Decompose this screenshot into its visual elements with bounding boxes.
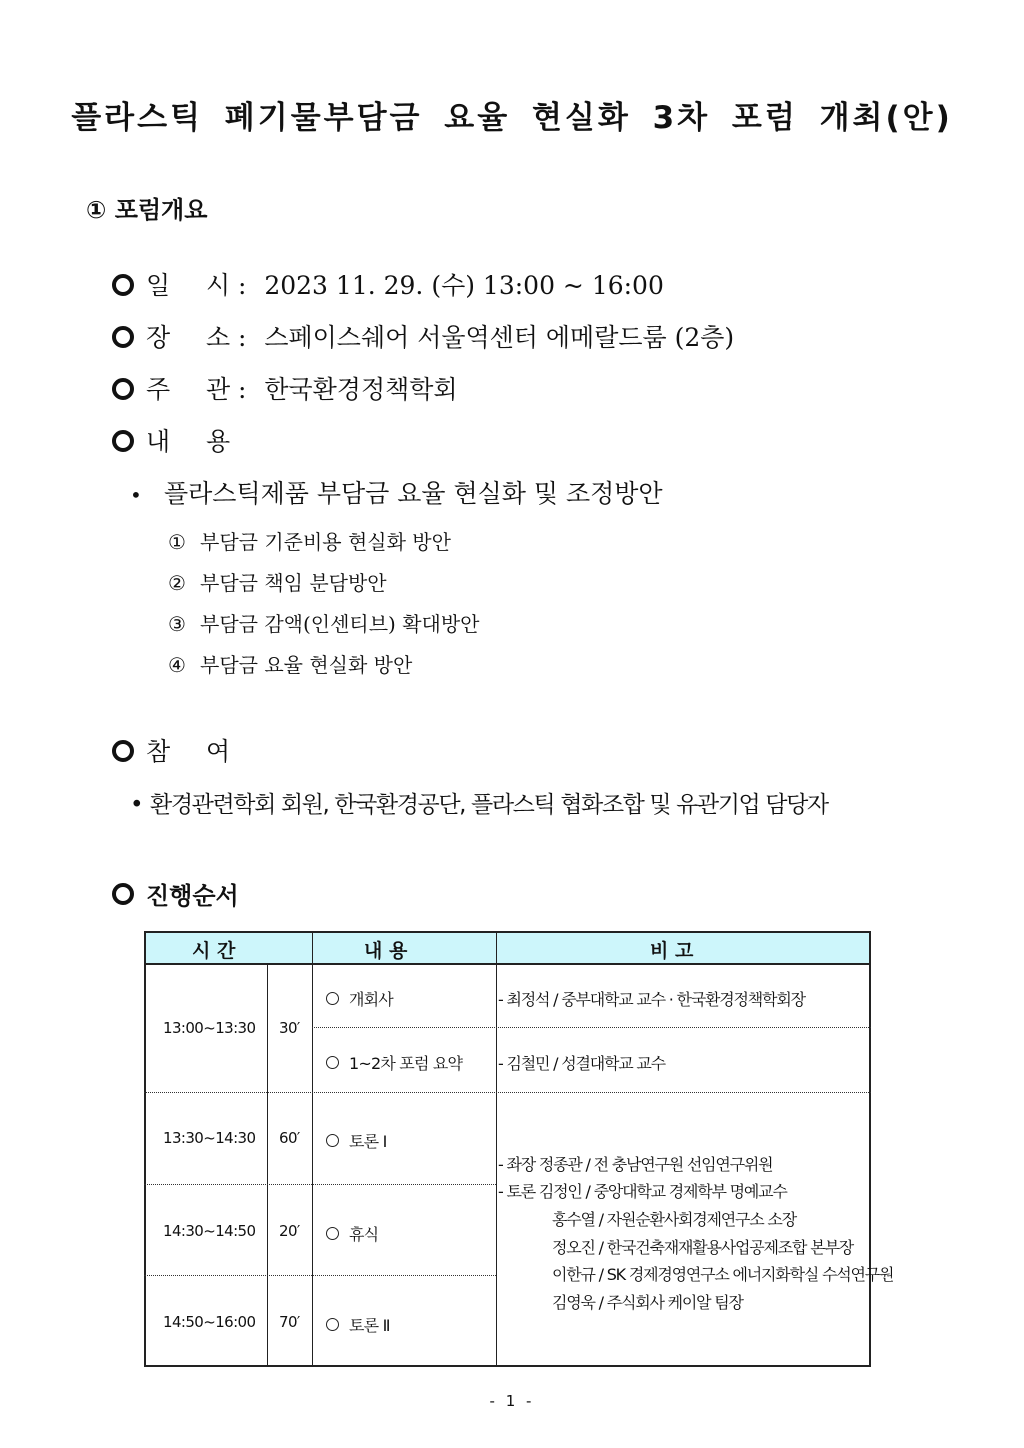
subitem-text: 부담금 책임 분담방안: [200, 571, 387, 595]
place-label-a: 장: [146, 323, 171, 352]
participation-item: [112, 732, 230, 768]
subitem-text: 부담금 요율 현실화 방안: [200, 653, 413, 677]
header-content: 내 용: [364, 940, 408, 962]
bullet-icon: •: [130, 792, 143, 818]
row-divider: [144, 1092, 871, 1093]
row-time: 14:50~16:00: [163, 1313, 256, 1331]
section-heading-text: 포럼개요: [114, 196, 208, 224]
participants-text: 환경관련학회 회원, 한국환경공단, 플라스틱 협화조합 및 유관기업 담당자: [150, 792, 828, 818]
row-time: 13:00~13:30: [163, 1019, 256, 1037]
content-item: [112, 422, 230, 458]
hollow-circle-icon: [112, 378, 134, 400]
remark-line: 김영욱 / 주식회사 케이알 팀장: [552, 1293, 743, 1312]
remark-line: 이한규 / SK 경제경영연구소 에너지화학실 수석연구원: [552, 1265, 894, 1284]
place-label-b: 소: [206, 323, 231, 352]
column-divider: [312, 931, 313, 1367]
program-item-text: 개회사: [349, 990, 393, 1009]
section-number: ①: [86, 196, 107, 224]
subitem-number: ②: [168, 571, 186, 595]
small-circle-icon: [326, 992, 339, 1005]
program-heading: [112, 876, 239, 911]
program-item: [326, 1222, 378, 1245]
host-value: 한국환경정책학회: [264, 375, 458, 404]
subitem-number: ④: [168, 653, 186, 677]
small-circle-icon: [326, 1227, 339, 1240]
hollow-circle-icon: [112, 326, 134, 348]
content-subitem: [168, 526, 451, 555]
colon: :: [237, 271, 247, 300]
place-item: [112, 318, 734, 354]
subitem-number: ①: [168, 530, 186, 554]
content-subitem: [168, 567, 387, 596]
host-item: [112, 370, 458, 406]
subitem-text: 부담금 기준비용 현실화 방안: [200, 530, 451, 554]
colon: :: [237, 323, 247, 352]
row-time: 13:30~14:30: [163, 1129, 256, 1147]
small-circle-icon: [326, 1056, 339, 1069]
remark-line: 정오진 / 한국건축재재활용사업공제조합 본부장: [552, 1238, 853, 1257]
date-value: 2023 11. 29. (수) 13:00 ~ 16:00: [264, 271, 664, 300]
content-topic: [130, 474, 663, 510]
section-heading: [86, 190, 207, 225]
date-item: [112, 266, 664, 302]
remark-opening: - 최정석 / 중부대학교 교수 · 한국환경정책학회장: [498, 990, 805, 1009]
small-circle-icon: [326, 1134, 339, 1147]
participants: [130, 786, 828, 819]
content-subitem: [168, 649, 412, 678]
remark-summary: - 김철민 / 성결대학교 교수: [498, 1054, 665, 1073]
program-item-text: 1~2차 포럼 요약: [349, 1054, 463, 1073]
row-divider: [144, 1275, 496, 1276]
header-time: 시 간: [192, 940, 236, 962]
row-duration: 30′: [279, 1019, 300, 1037]
row-duration: 60′: [279, 1129, 300, 1147]
bullet-icon: •: [130, 483, 142, 507]
program-item-text: 토론 Ⅰ: [349, 1132, 387, 1151]
participation-label-b: 여: [206, 737, 231, 766]
column-divider: [267, 965, 268, 1367]
hollow-circle-icon: [112, 740, 134, 762]
content-subitem: [168, 608, 479, 637]
row-divider: [312, 1027, 871, 1028]
content-topic-text: 플라스틱제품 부담금 요율 현실화 및 조정방안: [164, 479, 663, 508]
program-item: [326, 987, 393, 1010]
program-item: [326, 1313, 390, 1336]
hollow-circle-icon: [112, 883, 134, 905]
program-item-text: 휴식: [349, 1225, 379, 1244]
content-label-b: 용: [206, 427, 231, 456]
remark-line: - 토론 김정인 / 중앙대학교 경제학부 명예교수: [498, 1182, 787, 1201]
column-divider: [496, 931, 497, 1367]
host-label-a: 주: [146, 375, 171, 404]
small-circle-icon: [326, 1318, 339, 1331]
program-table: [144, 931, 894, 1367]
host-label-b: 관: [206, 375, 231, 404]
program-item-text: 토론 Ⅱ: [349, 1316, 390, 1335]
header-remarks: 비 고: [650, 940, 694, 962]
row-divider: [144, 1184, 496, 1185]
remark-line: - 좌장 정종관 / 전 충남연구원 선임연구위원: [498, 1155, 773, 1174]
subitem-number: ③: [168, 612, 186, 636]
row-time: 14:30~14:50: [163, 1222, 256, 1240]
program-item: [326, 1129, 387, 1152]
row-duration: 70′: [279, 1313, 300, 1331]
place-value: 스페이스쉐어 서울역센터 에메랄드룸 (2층): [264, 323, 735, 352]
remark-line: 홍수열 / 자원순환사회경제연구소 소장: [552, 1210, 796, 1229]
hollow-circle-icon: [112, 430, 134, 452]
subitem-text: 부담금 감액(인센티브) 확대방안: [200, 612, 480, 636]
program-heading-text: 진행순서: [146, 882, 239, 910]
row-duration: 20′: [279, 1222, 300, 1240]
page-title: 플라스틱 폐기물부담금 요율 현실화 3차 포럼 개최(안): [71, 100, 953, 136]
date-label-a: 일: [146, 271, 171, 300]
program-item: [326, 1051, 462, 1074]
hollow-circle-icon: [112, 274, 134, 296]
participation-label-a: 참: [146, 737, 171, 766]
colon: :: [237, 375, 247, 404]
date-label-b: 시: [206, 271, 231, 300]
content-label-a: 내: [146, 427, 171, 456]
page-number: - 1 -: [489, 1392, 535, 1410]
